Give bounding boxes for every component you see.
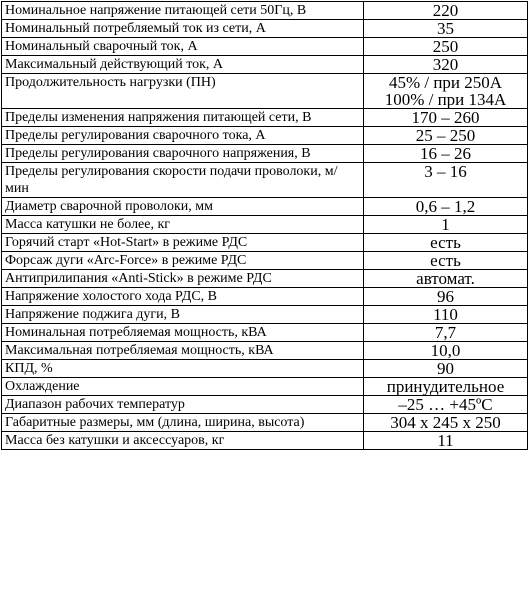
spec-row — [2, 74, 528, 109]
spec-row — [2, 38, 528, 56]
spec-value-line: принудительное — [386, 377, 505, 396]
spec-row — [2, 360, 528, 378]
spec-row — [2, 127, 528, 145]
spec-row — [2, 324, 528, 342]
spec-value-line: 3 – 16 — [424, 162, 467, 181]
spec-value-line: есть — [430, 251, 461, 270]
spec-name: Номинальный потребляемый ток из сети, А — [2, 20, 364, 38]
spec-value — [364, 127, 528, 145]
spec-value — [364, 396, 528, 414]
spec-value-line: 220 — [432, 1, 459, 20]
spec-value — [364, 432, 528, 450]
spec-name: Масса без катушки и аксессуаров, кг — [2, 432, 364, 450]
spec-row — [2, 56, 528, 74]
spec-name: Антиприлипания «Anti-Stick» в режиме РДС — [2, 270, 364, 288]
spec-name: Горячий старт «Hot-Start» в режиме РДС — [2, 234, 364, 252]
spec-row — [2, 342, 528, 360]
spec-row — [2, 378, 528, 396]
spec-value-line: 90 — [437, 359, 454, 378]
spec-value — [364, 163, 528, 198]
spec-row — [2, 198, 528, 216]
spec-name: Габаритные размеры, мм (длина, ширина, высота) — [2, 414, 364, 432]
spec-value-line: 7,7 — [434, 323, 457, 342]
spec-name: Максимальный действующий ток, А — [2, 56, 364, 74]
spec-name: Форсаж дуги «Arc-Force» в режиме РДС — [2, 252, 364, 270]
spec-row — [2, 145, 528, 163]
spec-name: Пределы регулирования сварочного напряжения, В — [2, 145, 364, 163]
spec-row — [2, 2, 528, 20]
spec-row — [2, 306, 528, 324]
spec-value-line: автомат. — [416, 269, 475, 288]
spec-value — [364, 109, 528, 127]
spec-value-line: 100% / при 134А — [384, 90, 507, 109]
spec-name: КПД, % — [2, 360, 364, 378]
spec-value — [364, 56, 528, 74]
spec-row — [2, 414, 528, 432]
spec-value-line: 25 – 250 — [415, 126, 476, 145]
spec-row — [2, 396, 528, 414]
spec-value — [364, 2, 528, 20]
spec-value — [364, 288, 528, 306]
spec-value — [364, 74, 528, 109]
spec-name: Продолжительность нагрузки (ПН) — [2, 74, 364, 109]
spec-row — [2, 252, 528, 270]
spec-value — [364, 198, 528, 216]
spec-value — [364, 324, 528, 342]
spec-name: Номинальный сварочный ток, А — [2, 38, 364, 56]
spec-row — [2, 234, 528, 252]
spec-value — [364, 342, 528, 360]
spec-value — [364, 414, 528, 432]
spec-value-line: 1 — [441, 215, 450, 234]
spec-value — [364, 306, 528, 324]
spec-value — [364, 360, 528, 378]
spec-value-line: есть — [430, 233, 461, 252]
spec-name: Напряжение холостого хода РДС, В — [2, 288, 364, 306]
spec-value-line: 0,6 – 1,2 — [415, 197, 476, 216]
spec-value-line: 304 х 245 х 250 — [390, 413, 501, 432]
specifications-table — [1, 1, 528, 450]
spec-value-line: 45% / при 250А — [388, 73, 503, 92]
spec-name: Диапазон рабочих температур — [2, 396, 364, 414]
spec-row — [2, 163, 528, 198]
spec-name: Максимальная потребляемая мощность, кВА — [2, 342, 364, 360]
spec-value-line: 16 – 26 — [420, 144, 471, 163]
spec-name: Напряжение поджига дуги, В — [2, 306, 364, 324]
spec-name: Пределы изменения напряжения питающей сети, В — [2, 109, 364, 127]
spec-row — [2, 270, 528, 288]
spec-name: Пределы регулирования сварочного тока, А — [2, 127, 364, 145]
spec-name: Пределы регулирования скорости подачи проволоки, м/мин — [2, 163, 364, 198]
spec-value — [364, 252, 528, 270]
spec-row — [2, 216, 528, 234]
spec-row — [2, 432, 528, 450]
spec-value — [364, 270, 528, 288]
spec-name: Номинальное напряжение питающей сети 50Гц, В — [2, 2, 364, 20]
specifications-table-body — [2, 2, 528, 450]
spec-value-line: 320 — [432, 55, 459, 74]
spec-name: Охлаждение — [2, 378, 364, 396]
spec-value — [364, 216, 528, 234]
spec-value — [364, 145, 528, 163]
spec-value — [364, 234, 528, 252]
spec-row — [2, 20, 528, 38]
spec-value — [364, 38, 528, 56]
spec-value-line: 96 — [437, 287, 454, 306]
spec-name: Номинальная потребляемая мощность, кВА — [2, 324, 364, 342]
spec-value-line: 10,0 — [430, 341, 461, 360]
spec-value-line: 250 — [432, 37, 459, 56]
spec-name: Диаметр сварочной проволоки, мм — [2, 198, 364, 216]
spec-value-line: –25 … +45ºС — [398, 395, 493, 414]
spec-value — [364, 378, 528, 396]
spec-row — [2, 288, 528, 306]
spec-value-line: 170 – 260 — [411, 108, 480, 127]
spec-value-line: 110 — [433, 305, 458, 324]
spec-value-line: 11 — [437, 431, 454, 450]
spec-row — [2, 109, 528, 127]
spec-value-line: 35 — [437, 19, 454, 38]
spec-name: Масса катушки не более, кг — [2, 216, 364, 234]
spec-value — [364, 20, 528, 38]
